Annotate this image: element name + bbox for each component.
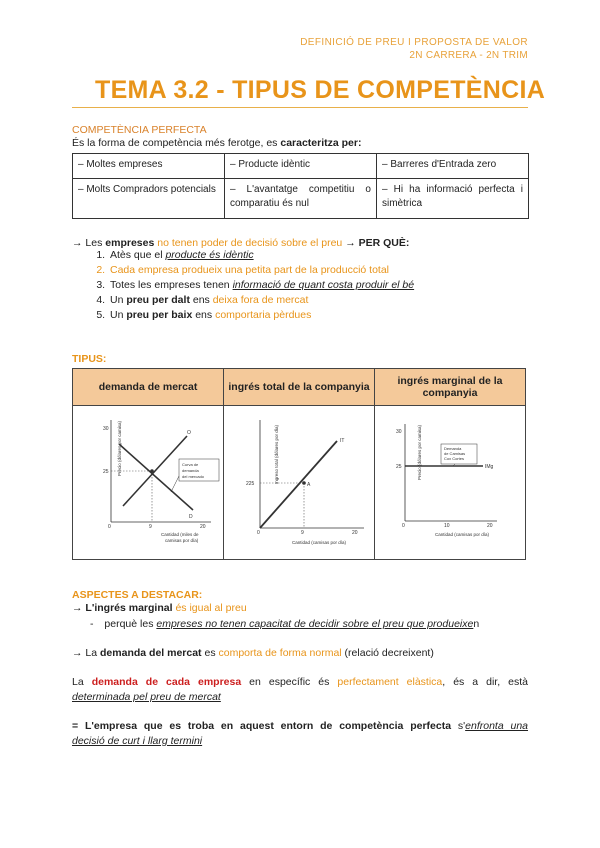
item-orange: comportaria pèrdues bbox=[215, 309, 312, 321]
aspect-emph: determinada pel preu de mercat bbox=[72, 691, 221, 703]
item-bold: preu per baix bbox=[126, 309, 193, 321]
aspect-line-3 bbox=[72, 647, 434, 659]
aspect-line-4b bbox=[72, 691, 221, 703]
y-tick: 225 bbox=[246, 481, 255, 487]
item-text: ens bbox=[192, 309, 216, 321]
table-cell: – Barreres d'Entrada zero bbox=[377, 154, 529, 179]
item-text: Un bbox=[110, 294, 127, 306]
aspect-bold: = L'empresa que es troba en aquest entorn de competència perfecta bbox=[72, 720, 452, 732]
aspect-emph: empreses no tenen capacitat de decidir sobre el preu que produeixe bbox=[156, 618, 474, 630]
aspect-text: La bbox=[72, 676, 92, 688]
why-lead-bold: empreses bbox=[105, 237, 155, 249]
tipus-cell-total-revenue bbox=[224, 369, 375, 559]
item-emph: producte és idèntic bbox=[165, 249, 254, 261]
tipus-header-demand: demanda de mercat bbox=[73, 369, 223, 406]
aspect-orange: és igual al preu bbox=[172, 602, 247, 614]
graph-demand bbox=[73, 406, 223, 559]
curve-label: IMg bbox=[485, 464, 494, 470]
x-tick: 20 bbox=[352, 530, 358, 536]
aspect-text: (relació decreixent) bbox=[341, 647, 434, 659]
aspect-line-5b bbox=[72, 735, 202, 747]
header-subtitle: 2N CARRERA - 2N TRIM bbox=[409, 50, 528, 61]
aspect-bold: L'ingrés marginal bbox=[85, 602, 173, 614]
item-text: Cada empresa produeix una petita part de la producció total bbox=[110, 264, 390, 276]
ylabel: Precio (dólares por camisa) bbox=[417, 424, 422, 480]
aspect-text: , és a dir, està bbox=[442, 676, 528, 688]
xlabel: Cantidad (camisas por día) bbox=[435, 532, 490, 537]
table-cell: – Molts Compradors potencials bbox=[73, 179, 225, 219]
tipus-header-marginal-revenue: ingrés marginal de la companyia bbox=[375, 369, 525, 406]
aspect-text: → La bbox=[72, 647, 101, 659]
arrow-text: → Les bbox=[72, 237, 106, 249]
ylabel: Precio (dólares por camisa) bbox=[117, 420, 122, 476]
list-item bbox=[108, 278, 414, 293]
list-item bbox=[108, 293, 414, 308]
arrow-text: → bbox=[72, 602, 86, 614]
item-text: Un bbox=[110, 309, 127, 321]
aspect-line-2 bbox=[90, 618, 479, 630]
features-table bbox=[72, 153, 529, 219]
dash: - bbox=[90, 618, 94, 630]
callout-text: demanda bbox=[182, 468, 199, 473]
xlabel: Cantidad (miles de bbox=[161, 532, 199, 537]
xlabel: camisas por día) bbox=[165, 538, 199, 543]
x-tick: 20 bbox=[487, 523, 493, 529]
table-cell: – L'avantatge competitiu o comparatiu és nul bbox=[225, 179, 377, 219]
aspect-text: es bbox=[201, 647, 219, 659]
table-cell: – Producte idèntic bbox=[225, 154, 377, 179]
callout-text: Curva de bbox=[182, 462, 199, 467]
table-row bbox=[73, 179, 529, 219]
y-tick: 30 bbox=[103, 426, 109, 432]
why-lead-end: → PER QUÈ: bbox=[345, 237, 410, 249]
aspect-line-1 bbox=[72, 602, 247, 614]
xlabel: Cantidad (camisas por día) bbox=[292, 540, 347, 545]
point-label: A bbox=[307, 482, 311, 488]
item-text: Atès que el bbox=[110, 249, 166, 261]
callout-text: Demanda bbox=[444, 446, 462, 451]
aspect-text: en específic és bbox=[241, 676, 338, 688]
x-tick: 10 bbox=[444, 523, 450, 529]
list-item bbox=[108, 308, 414, 323]
header-title: DEFINICIÓ DE PREU I PROPOSTA DE VALOR bbox=[300, 37, 528, 48]
aspect-line-5 bbox=[72, 720, 528, 732]
aspect-orange: perfectament elàstica bbox=[337, 676, 443, 688]
total-revenue-line bbox=[260, 441, 337, 528]
tipus-grid bbox=[72, 368, 526, 560]
table-cell: – Hi ha informació perfecta i simètrica bbox=[377, 179, 529, 219]
item-text: ens bbox=[189, 294, 213, 306]
perfect-intro-bold: caracteritza per: bbox=[280, 137, 362, 149]
x-tick: 0 bbox=[402, 523, 405, 529]
x-tick: 20 bbox=[200, 524, 206, 530]
item-orange: deixa fora de mercat bbox=[212, 294, 309, 306]
callout-text: de Camisas bbox=[444, 451, 466, 456]
aspect-red: demanda de cada empresa bbox=[91, 676, 242, 688]
aspect-emph: enfronta una bbox=[465, 720, 529, 732]
perfect-intro bbox=[72, 137, 361, 149]
table-cell: – Moltes empreses bbox=[73, 154, 225, 179]
title-divider bbox=[72, 107, 528, 108]
y-tick: 25 bbox=[396, 464, 402, 470]
graph-marginal-revenue bbox=[375, 406, 525, 559]
x-tick: 0 bbox=[257, 530, 260, 536]
curve-label: IT bbox=[340, 438, 345, 444]
page-title: TEMA 3.2 - TIPUS DE COMPETÈNCIA bbox=[95, 76, 546, 104]
callout-text: del mercado bbox=[182, 474, 205, 479]
aspect-bold: demanda del mercat bbox=[100, 647, 202, 659]
item-bold: preu per dalt bbox=[126, 294, 190, 306]
perfect-intro-text: És la forma de competència més ferotge, es bbox=[72, 137, 281, 149]
callout-text: Cox Cortes bbox=[444, 456, 465, 461]
aspect-text: s' bbox=[451, 720, 466, 732]
y-tick: 30 bbox=[396, 429, 402, 435]
aspect-orange: comporta de forma normal bbox=[218, 647, 342, 659]
aspect-line-4 bbox=[72, 676, 528, 688]
list-item bbox=[108, 248, 414, 263]
section-label-perfect: COMPETÈNCIA PERFECTA bbox=[72, 124, 207, 136]
tipus-header-total-revenue: ingrés total de la companyia bbox=[224, 369, 374, 406]
graph-total-revenue bbox=[224, 406, 374, 559]
aspect-text: perquè les bbox=[104, 618, 157, 630]
tipus-cell-marginal-revenue bbox=[375, 369, 525, 559]
list-item bbox=[108, 263, 414, 278]
curve-label: D bbox=[189, 514, 193, 520]
item-emph: informació de quant costa produir el bé bbox=[232, 279, 415, 291]
tipus-label: TIPUS: bbox=[72, 353, 107, 365]
aspects-label: ASPECTES A DESTACAR: bbox=[72, 589, 203, 601]
aspect-text: n bbox=[473, 618, 480, 630]
aspect-emph: decisió de curt i llarg termini bbox=[72, 735, 203, 747]
x-tick: 9 bbox=[301, 530, 304, 536]
x-tick: 9 bbox=[149, 524, 152, 530]
curve-label: O bbox=[187, 430, 191, 436]
y-tick: 25 bbox=[103, 469, 109, 475]
why-lead-orange: no tenen poder de decisió sobre el preu bbox=[154, 237, 346, 249]
tipus-cell-demand bbox=[73, 369, 224, 559]
ylabel: Ingreso total (dólares por día) bbox=[274, 424, 279, 484]
item-text: Totes les empreses tenen bbox=[110, 279, 233, 291]
x-tick: 0 bbox=[108, 524, 111, 530]
table-row bbox=[73, 154, 529, 179]
why-list bbox=[90, 248, 414, 323]
